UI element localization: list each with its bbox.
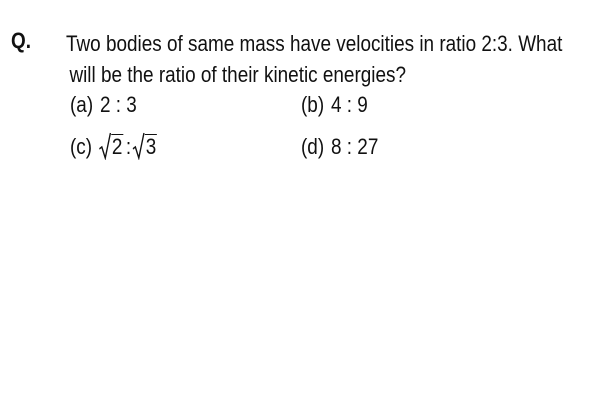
option-c[interactable]: [70, 134, 158, 160]
sqrt-left: [99, 134, 123, 160]
sqrt-symbol-icon: [99, 132, 111, 160]
sqrt-right: [133, 134, 157, 160]
option-d-label: (d): [301, 134, 325, 159]
option-d[interactable]: [301, 134, 378, 160]
question-text: [66, 28, 599, 90]
option-b[interactable]: [301, 92, 368, 118]
sqrt-left-radicand: 2: [111, 134, 123, 159]
option-a[interactable]: [70, 92, 137, 118]
option-c-separator: :: [125, 134, 132, 159]
option-a-label: (a): [70, 92, 94, 117]
question-line-1: Two bodies of same mass have velocities in ratio 2:3. What: [66, 31, 563, 56]
sqrt-right-radicand: 3: [145, 134, 157, 159]
question-line-2: will be the ratio of their kinetic energies?: [69, 62, 406, 87]
option-c-label: (c): [70, 134, 93, 159]
option-a-value: 2 : 3: [100, 92, 137, 117]
option-b-label: (b): [301, 92, 325, 117]
option-d-value: 8 : 27: [331, 134, 379, 159]
option-b-value: 4 : 9: [331, 92, 368, 117]
sqrt-symbol-icon: [133, 132, 145, 160]
question-label: Q.: [11, 28, 31, 53]
